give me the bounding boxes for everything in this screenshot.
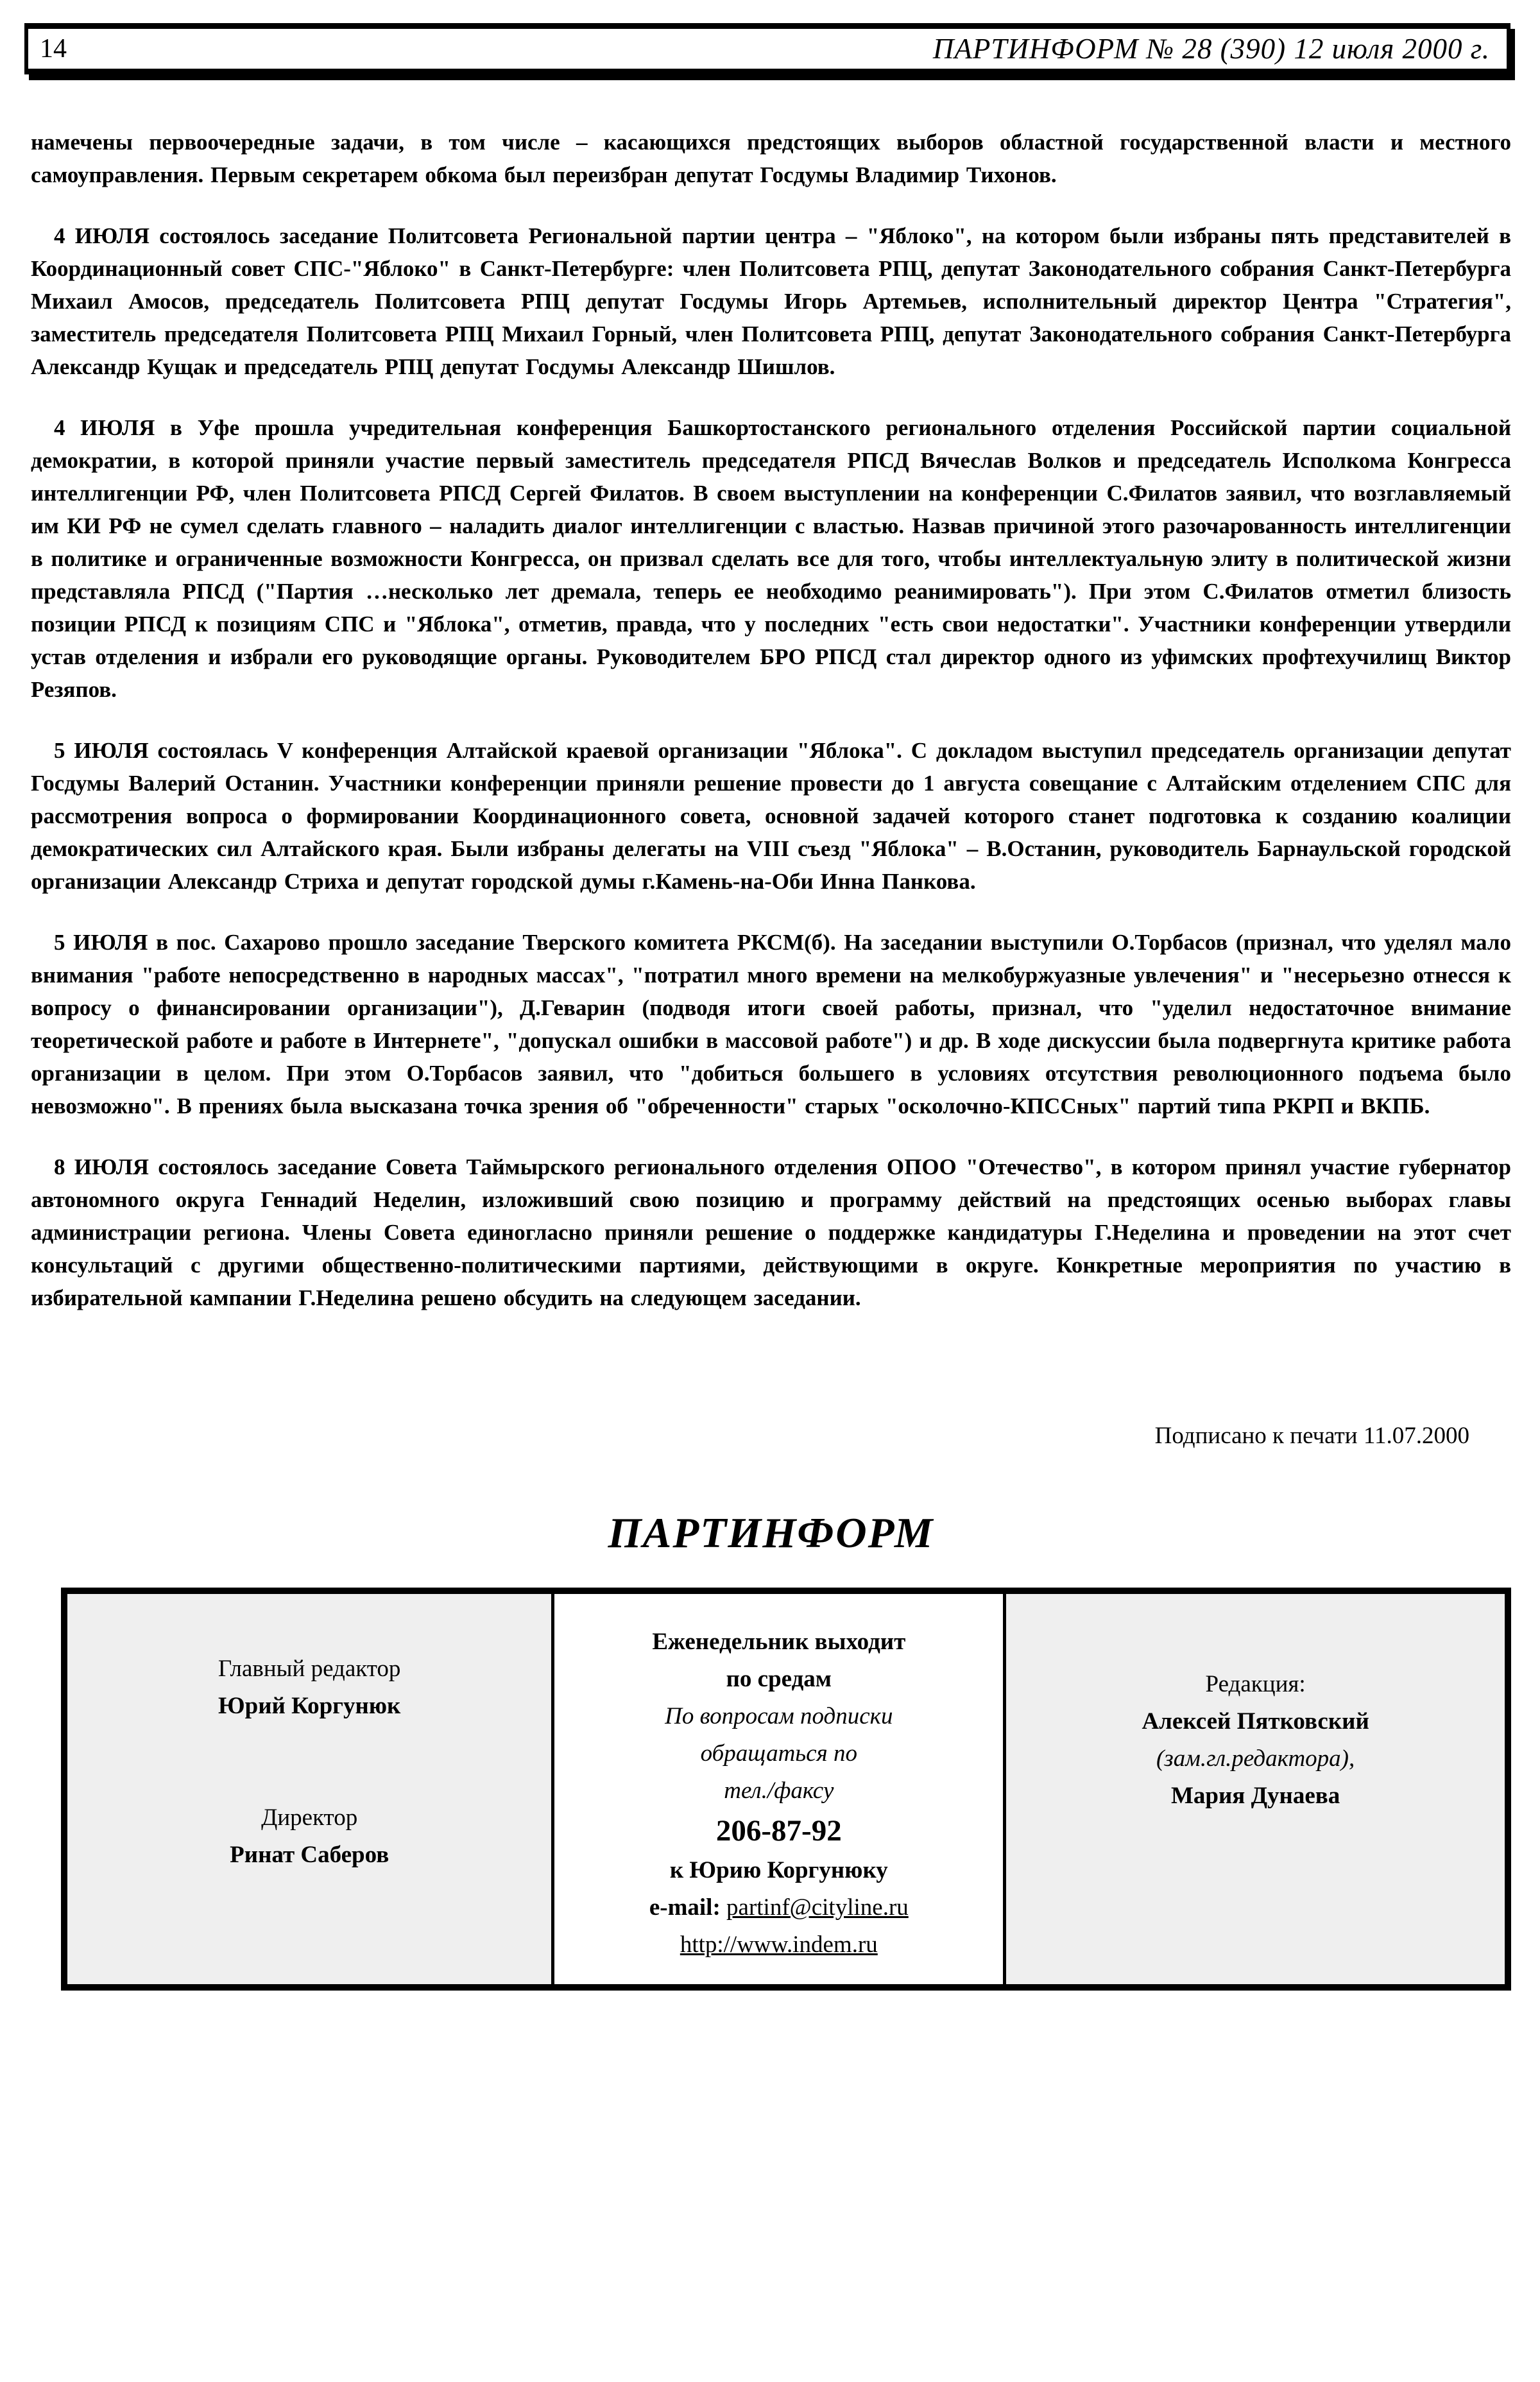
masthead-title: ПАРТИНФОРМ <box>608 1509 934 1557</box>
staff-heading: Редакция: <box>1205 1671 1306 1697</box>
contact-person: к Юрию Коргунюку <box>669 1857 888 1883</box>
editor-name: Юрий Коргунюк <box>218 1693 401 1719</box>
imprint-cell-staff <box>1003 1594 1505 1984</box>
paragraph-1: намечены первоочередные задачи, в том числе – касающихся предстоящих выборов областной государственной власти и местного самоуправления. Первым секретарем обкома был переизбран депутат Госдумы Владимир Тихонов. <box>31 130 1511 187</box>
director-name: Ринат Саберов <box>230 1842 389 1868</box>
paragraph-6: 8 ИЮЛЯ состоялось заседание Совета Таймырского регионального отделения ОПОО "Отечество", в котором принял участие губернатор автономного округа Геннадий Неделин, изложивший свою позицию и программу действий на предстоящих осенью выборах главы администрации региона. Члены Совета единогласно приняли решение о поддержке кандидатуры Г.Неделина и проведении на этот счет консультаций с другими общественно-политическими партиями, действующими в округе. Конкретные мероприятия по участию в избирательной кампании Г.Неделина решено обсудить на следующем заседании. <box>31 1154 1511 1310</box>
paragraph-3: 4 ИЮЛЯ в Уфе прошла учредительная конференция Башкортостанского регионального отделения Российской партии социальной демократии, в которой приняли участие первый заместитель председателя РПСД Вячеслав Волков и председатель Исполкома Конгресса интеллигенции РФ, член Политсовета РПСД Сергей Филатов. В своем выступлении на конференции С.Филатов заявил, что возглавляемый им КИ РФ не сумел сделать главного – наладить диалог интеллигенции с властью. Назвав причиной этого разочарованность интеллигенции в политике и ограниченные возможности Конгресса, он призвал сделать все для того, чтобы интеллектуальную элиту в политической жизни представляла РПСД ("Партия …несколько лет дремала, теперь ее необходимо реанимировать"). При этом С.Филатов отметил близость позиции РПСД к позициям СПС и "Яблока", отметив, правда, что у последних "есть свои недостатки". Участники конференции утвердили устав отделения и избрали его руководящие органы. Руководителем БРО РПСД стал директор одного из уфимских профтехучилищ Виктор Резяпов. <box>31 415 1511 702</box>
header-title: ПАРТИНФОРМ № 28 (390) 12 июля 2000 г. <box>932 33 1490 65</box>
imprint-table <box>61 1588 1511 1991</box>
signoff-line: Подписано к печати 11.07.2000 <box>1154 1423 1469 1449</box>
schedule-line: Еженедельник выходит <box>652 1629 906 1655</box>
email-label: e-mail: <box>649 1894 721 1921</box>
subscription-note: По вопросам подписки <box>665 1703 893 1729</box>
spacer <box>67 1725 551 1799</box>
paragraph-4: 5 ИЮЛЯ состоялась V конференция Алтайской краевой организации "Яблока". С докладом выступил председатель организации депутат Госдумы Валерий Останин. Участники конференции приняли решение провести до 1 августа совещание с Алтайским отделением СПС для рассмотрения вопроса о формировании Координационного совета, основной задачей которого станет подготовка к созданию коалиции демократических сил Алтайского края. Были избраны делегаты на VIII съезд "Яблока" – В.Останин, руководитель Барнаульской городской организации Александр Стриха и депутат городской думы г.Камень-на-Оби Инна Панкова. <box>31 738 1511 894</box>
imprint-cell-editors <box>67 1594 554 1984</box>
website-line <box>554 1926 1003 1964</box>
phone-number: 206-87-92 <box>715 1814 842 1847</box>
editor-role: Главный редактор <box>218 1656 401 1682</box>
paragraph-5: 5 ИЮЛЯ в пос. Сахарово прошло заседание Тверского комитета РКСМ(б). На заседании выступили О.Торбасов (признал, что уделял мало внимания "работе непосредственно в народных массах", "потратил много времени на мелкобуржуазные увлечения" и "несерьезно отнесся к вопросу о финансировании организации"), Д.Геварин (подводя итоги своей работы, признал, что "уделил недостаточное внимание теоретической работе и работе в Интернете", "допускал ошибки в массовой работе") и др. В ходе дискуссии была подвергнута критике работа организации в целом. При этом О.Торбасов заявил, что "добиться большего в условиях отсутствия революционного подъема было невозможно". В прениях была высказана точка зрения об "обреченности" старых "осколочно-КПССных" партий типа РКРП и ВКПБ. <box>31 930 1511 1118</box>
email-line <box>554 1889 1003 1926</box>
page-number: 14 <box>40 34 67 64</box>
schedule-line: по средам <box>726 1666 832 1692</box>
imprint-cell-contacts <box>554 1594 1003 1984</box>
subscription-note: обращаться по <box>700 1740 857 1767</box>
email-link[interactable]: partinf@cityline.ru <box>726 1894 909 1921</box>
staff-name: Мария Дунаева <box>1170 1783 1340 1809</box>
website-link[interactable]: http://www.indem.ru <box>680 1932 878 1958</box>
paragraph-2: 4 ИЮЛЯ состоялось заседание Политсовета Региональной партии центра – "Яблоко", на котором были избраны пять представителей в Координационный совет СПС-"Яблоко" в Санкт-Петербурге: член Политсовета РПЦ, депутат Законодательного собрания Санкт-Петербурга Михаил Амосов, председатель Политсовета РПЦ депутат Госдумы Игорь Артемьев, исполнительный директор Центра "Стратегия", заместитель председателя Политсовета РПЦ Михаил Горный, член Политсовета РПЦ, депутат Законодательного собрания Санкт-Петербурга Александр Кущак и председатель РПЦ депутат Госдумы Александр Шишлов. <box>31 223 1511 379</box>
running-head <box>24 23 1510 74</box>
staff-name: Алексей Пятковский <box>1142 1708 1369 1735</box>
staff-note: (зам.гл.редактора), <box>1156 1745 1355 1772</box>
article-body <box>31 126 1511 1991</box>
director-role: Директор <box>261 1804 358 1831</box>
subscription-note: тел./факсу <box>724 1778 834 1804</box>
